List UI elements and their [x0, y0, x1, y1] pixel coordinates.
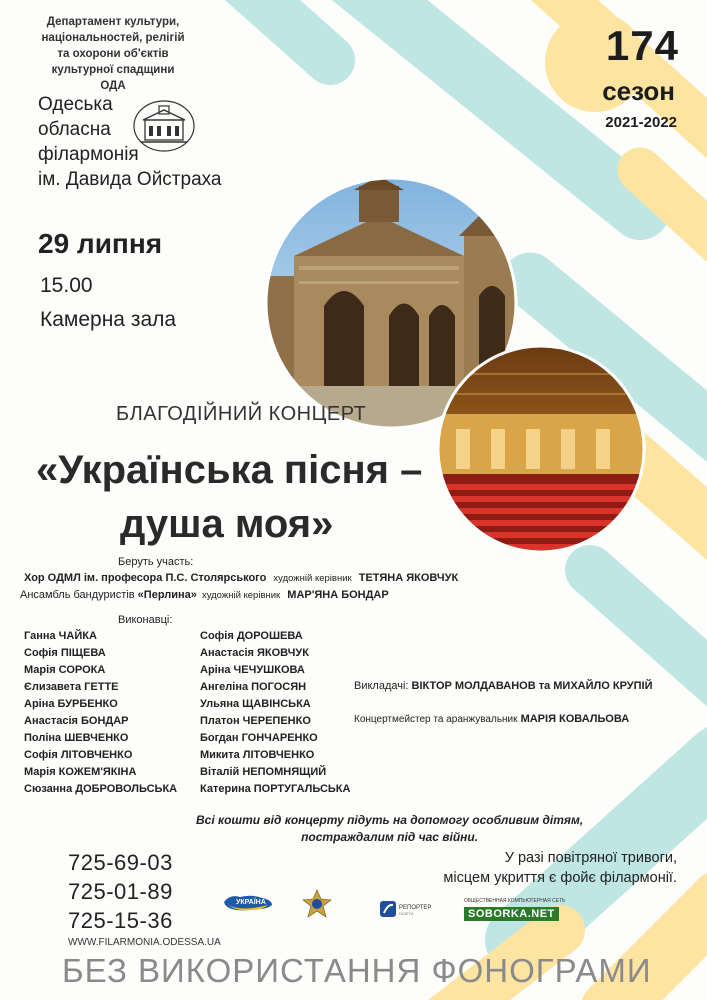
list-item: Платон ЧЕРЕПЕНКО	[200, 715, 311, 727]
charity-note: Всі кошти від концерту підуть на допомогу особливим дітям, постраждалим під час війни.	[196, 813, 584, 844]
concert-time: 15.00	[40, 274, 93, 297]
department-name: Департамент культури, національностей, релігій та охорони об'єктів культурної спадщини ОДА	[41, 16, 185, 92]
concert-type: БЛАГОДІЙНИЙ КОНЦЕРТ	[116, 403, 367, 425]
ukraine-logo	[222, 892, 274, 914]
soborka-logo	[464, 898, 566, 920]
season-label: сезон	[602, 76, 675, 106]
list-item: Софія ЛІТОВЧЕНКО	[24, 749, 133, 761]
accompanist-label: Концертмейстер та аранжувальник	[354, 714, 518, 725]
accompanist-line	[354, 713, 629, 725]
stripe-teal-low	[590, 570, 707, 720]
ensemble-line	[20, 589, 389, 601]
list-item: Ангеліна ПОГОСЯН	[200, 681, 307, 693]
choir-leader-role: художній керівник	[273, 573, 352, 584]
list-item: Богдан ГОНЧАРЕНКО	[200, 732, 318, 744]
list-item: Сюзанна ДОБРОВОЛЬСЬКА	[24, 783, 178, 795]
season-years: 2021-2022	[605, 114, 677, 131]
teachers-label: Викладачі:	[354, 680, 409, 692]
list-item: Софія ПІЩЕВА	[24, 647, 106, 659]
performers-column-right	[200, 628, 350, 798]
svg-text:УКРАЇНА: УКРАЇНА	[236, 899, 266, 906]
soborka-caption: ОБЩЕСТВЕННАЯ КОМПЬЮТЕРНАЯ СЕТЬ	[464, 898, 566, 904]
philharmonic-logo-icon	[133, 100, 195, 152]
phone-number[interactable]: 725-15-36	[68, 908, 173, 933]
reporter-logo	[380, 900, 440, 918]
ensemble-name: «Перлина»	[137, 589, 197, 601]
ensemble-prefix: Ансамбль бандуристів	[20, 589, 135, 601]
list-item: Єлизавета ГЕТТЕ	[24, 681, 119, 693]
list-item: Микита ЛІТОВЧЕНКО	[200, 749, 315, 761]
list-item: Аріна БУРБЕНКО	[24, 698, 118, 710]
choir-name: Хор ОДМЛ ім. професора П.С. Столярського	[24, 572, 267, 584]
website-link[interactable]: WWW.FILARMONIA.ODESSA.UA	[68, 937, 221, 948]
teachers-names: ВІКТОР МОЛДАВАНОВ та МИХАЙЛО КРУПІЙ	[411, 680, 653, 692]
list-item: Анастасія ЯКОВЧУК	[200, 647, 309, 659]
list-item: Віталій НЕПОМНЯЩИЙ	[200, 766, 327, 778]
participants-heading: Беруть участь:	[118, 556, 194, 568]
choir-leader-name: ТЕТЯНА ЯКОВЧУК	[358, 572, 459, 584]
concert-date: 29 липня	[38, 228, 163, 259]
list-item: Катерина ПОРТУГАЛЬСЬКА	[200, 783, 351, 795]
list-item: Поліна ШЕВЧЕНКО	[24, 732, 129, 744]
soborka-wordmark: SOBORKA.NET	[464, 907, 559, 921]
stripe-teal-top	[240, 0, 330, 60]
phone-numbers	[68, 848, 173, 935]
accompanist-name: МАРІЯ КОВАЛЬОВА	[520, 713, 630, 725]
list-item: Марія СОРОКА	[24, 664, 106, 676]
concert-hall: Камерна зала	[40, 308, 177, 331]
phone-number[interactable]: 725-01-89	[68, 879, 173, 904]
concert-title-line-1: «Українська пісня –	[36, 448, 423, 492]
ensemble-leader-role: художній керівник	[201, 590, 281, 601]
list-item: Ульяна ЩАВІНСЬКА	[200, 698, 311, 710]
performers-heading: Виконавці:	[118, 614, 173, 626]
teachers-line	[354, 680, 652, 692]
emblem-star-icon	[302, 889, 332, 919]
list-item: Анастасія БОНДАР	[24, 715, 129, 727]
ukraine-map-icon	[222, 892, 274, 914]
concert-title-line-2: душа моя»	[120, 502, 334, 546]
svg-text:ГАЗЕТА: ГАЗЕТА	[399, 911, 414, 916]
reporter-logo-icon	[380, 900, 440, 918]
list-item: Софія ДОРОШЕВА	[200, 630, 303, 642]
season-number: 174	[605, 22, 679, 69]
svg-text:РЕПОРТЕР: РЕПОРТЕР	[399, 905, 432, 911]
phone-number[interactable]: 725-69-03	[68, 850, 173, 875]
ensemble-leader-name: МАР'ЯНА БОНДАР	[287, 589, 389, 601]
list-item: Ганна ЧАЙКА	[24, 630, 97, 642]
list-item: Марія КОЖЕМ'ЯКІНА	[24, 766, 137, 778]
air-raid-note: У разі повітряної тривоги, місцем укриття є фойє філармонії.	[443, 850, 677, 886]
no-playback-footer: БЕЗ ВИКОРИСТАННЯ ФОНОГРАМИ	[62, 952, 652, 989]
organization-name: Одеська обласна філармонія ім. Давида Ойстраха	[38, 94, 222, 190]
choir-line	[24, 572, 458, 584]
list-item: Аріна ЧЕЧУШКОВА	[200, 664, 305, 676]
hall-interior-photo	[436, 344, 646, 554]
performers-column-left	[24, 628, 177, 798]
